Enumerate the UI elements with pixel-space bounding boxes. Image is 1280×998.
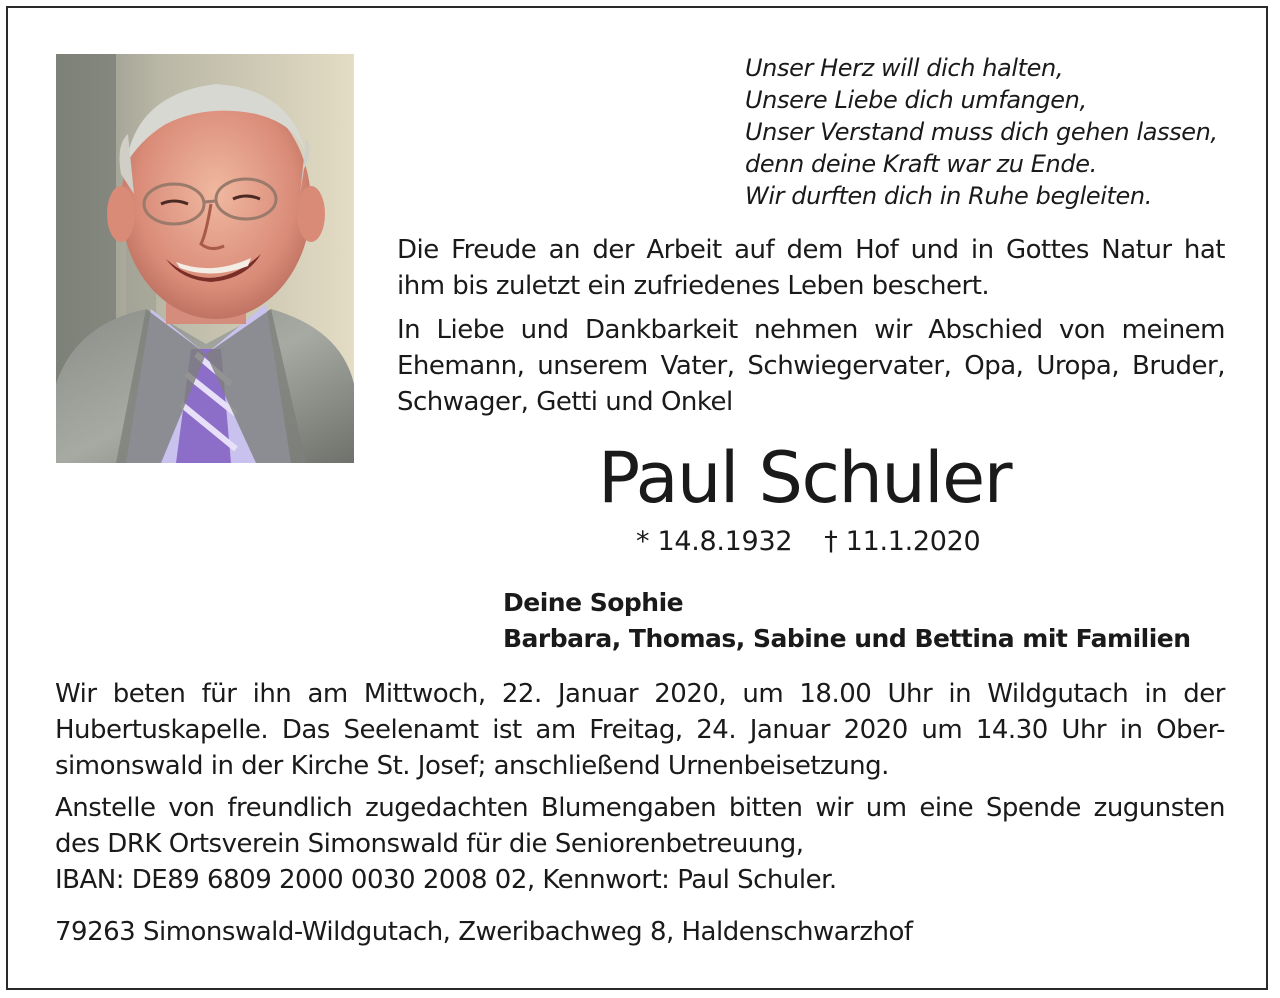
poem-line: Unser Verstand muss dich gehen lassen, [745,118,1218,146]
address [55,914,1225,950]
deceased-name: Paul Schuler [598,437,1011,519]
text-line: Wir beten für ihn am Mittwoch, 22. Januar 2020, um 18.00 Uhr in Wildgutach in der [55,679,1225,709]
portrait-photo [56,54,354,463]
text-line: Die Freude an der Arbeit auf dem Hof und in Gottes Natur hat [397,235,1225,265]
life-dates [636,524,980,560]
poem-line: Unser Herz will dich halten, [745,54,1064,82]
donation-paragraph [55,790,1225,898]
text-line: simonswald in der Kirche St. Josef; anschließend Urnenbeisetzung. [55,751,889,781]
poem-line: Unsere Liebe dich umfangen, [745,86,1087,114]
text-line: Anstelle von freundlich zugedachten Blumengaben bitten wir um eine Spende zugunsten [55,793,1225,823]
text-line: des DRK Ortsverein Simonswald für die Seniorenbetreuung, [55,829,804,859]
text-line: In Liebe und Dankbarkeit nehmen wir Abschied von meinem [397,315,1225,345]
text-line: Schwager, Getti und Onkel [397,387,733,417]
text-line: IBAN: DE89 6809 2000 0030 2008 02, Kennwort: Paul Schuler. [55,865,837,895]
intro-paragraph-farewell [397,312,1225,420]
address-line: 79263 Simonswald-Wildgutach, Zweribachweg 8, Haldenschwarzhof [55,917,913,947]
text-line: Hubertuskapelle. Das Seelenamt ist am Freitag, 24. Januar 2020 um 14.30 Uhr in Ober- [55,715,1225,745]
poem-line: Wir durften dich in Ruhe begleiten. [745,182,1152,210]
death-date: † 11.1.2020 [824,526,981,557]
mourner-line: Barbara, Thomas, Sabine und Bettina mit Familien [503,624,1191,653]
service-paragraph [55,676,1225,784]
intro-paragraph-life [397,232,1225,304]
text-line: Ehemann, unserem Vater, Schwiegervater, Opa, Uropa, Bruder, [397,351,1225,381]
poem [745,52,1245,212]
mourners [503,585,1191,657]
birth-date: * 14.8.1932 [636,526,793,557]
poem-line: denn deine Kraft war zu Ende. [745,150,1097,178]
mourner-line: Deine Sophie [503,588,684,617]
text-line: ihm bis zuletzt ein zufriedenes Leben beschert. [397,271,990,301]
